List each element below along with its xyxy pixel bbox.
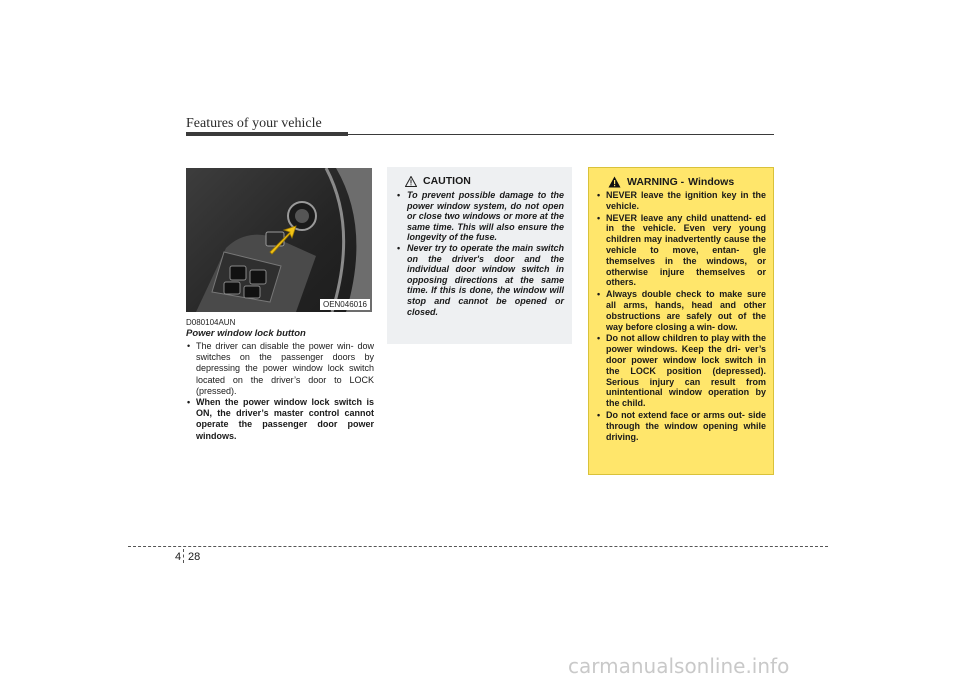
page-header-title: Features of your vehicle [186,116,322,131]
section-code: D080104AUN [186,318,236,327]
list-item: • Do not allow children to play with the power windows. Keep the dri- ver’s door power window lock switch in the LOCK position (depressed). Serious injury can result from unintentional window operation by the child. [596,333,766,409]
caution-list [397,190,564,317]
warning-subtitle: Windows [688,176,735,188]
caution-box [387,167,572,344]
header-rule-thick [186,132,348,136]
footer-separator [183,549,184,563]
warning-title: WARNING - [627,176,685,188]
section-list [186,341,374,442]
caution-header [405,175,564,187]
list-item: • The driver can disable the power win- dow switches on the passenger doors by depressing the power window lock switch located on the driver’s door to LOCK (pressed). [186,341,374,397]
warning-header [608,176,766,188]
watermark: carmanualsonline.info [568,654,790,678]
footer-page-number: 28 [188,551,201,563]
list-item: • NEVER leave any child unattend- ed in the vehicle. Even very young children may inadvertently cause the vehicle to move, entan- gle themselves in the windows, or otherwise injure themselves or others. [596,213,766,289]
list-item: • To prevent possible damage to the power window system, do not open or close two windows or more at the same time. This will also ensure the longevity of the fuse. [397,190,564,243]
header-rule-thin [348,134,774,135]
caution-title: CAUTION [423,175,471,187]
list-item: • When the power window lock switch is ON, the driver’s master control cannot operate the passenger door power windows. [186,397,374,442]
caution-triangle-icon [405,176,417,187]
footer-rule [128,546,828,547]
warning-box [588,167,774,475]
list-item: • Never try to operate the main switch on the driver's door and the individual door window switch in opposing directions at the same time. If this is done, the window will stop and cannot be opened or closed. [397,243,564,317]
photo-caption: OEN046016 [320,299,370,310]
section-title: Power window lock button [186,328,306,339]
footer-chapter: 4 [175,551,182,563]
list-item: • Always double check to make sure all arms, hands, head and other obstructions are safely out of the way before closing a win- dow. [596,289,766,332]
list-item: • NEVER leave the ignition key in the vehicle. [596,190,766,212]
warning-triangle-icon [608,176,621,188]
door-switch-photo [186,168,372,312]
door-switch-illustration [186,168,372,312]
warning-list [596,190,766,442]
list-item: • Do not extend face or arms out- side through the window opening while driving. [596,410,766,442]
